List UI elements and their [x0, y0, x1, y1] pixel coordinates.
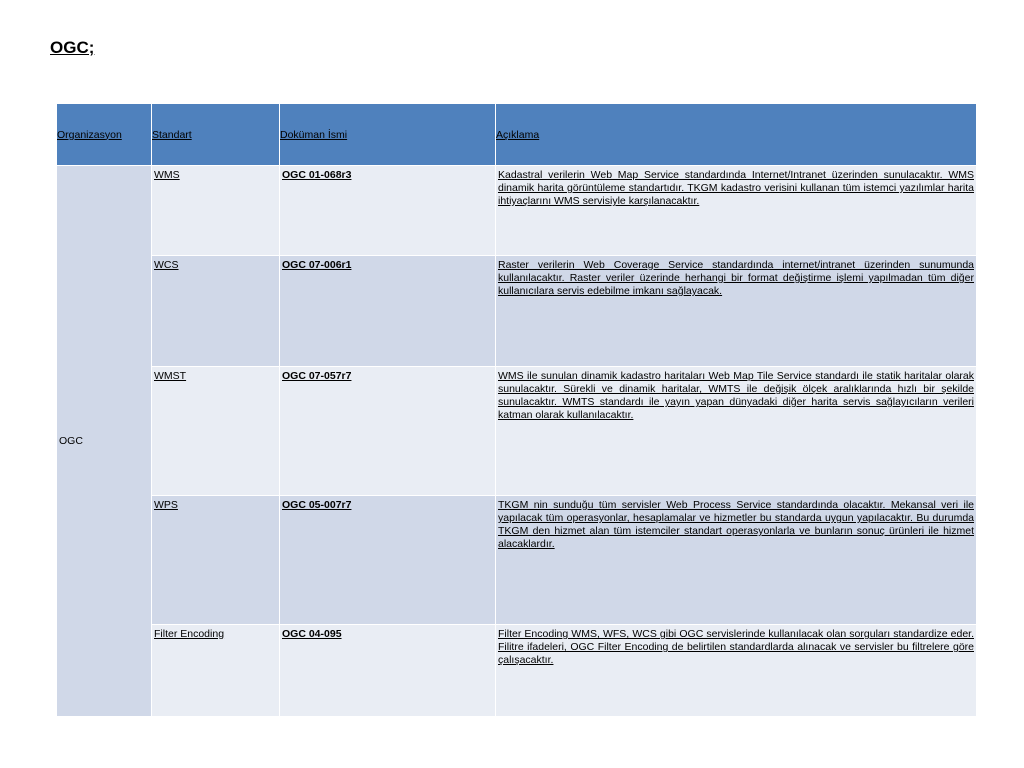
header-standard: Standart — [152, 104, 280, 166]
standard-cell: WMST — [152, 367, 280, 496]
description-cell: Kadastral verilerin Web Map Service standardında Internet/Intranet üzerinden sunulacaktır. WMS dinamik harita görüntüleme standartıdır. TKGM kadastro verisini kullanan tüm istemci yazılımlar harita ihtiyaçlarını WMS servisiyle karşılanacaktır. — [496, 166, 977, 256]
description-cell: Filter Encoding WMS, WFS, WCS gibi OGC servislerinde kullanılacak olan sorguları standardize eder. Filitre ifadeleri, OGC Filter Encoding de belirtilen standardlarda alınacak ve servisler bu filtrelere göre çalışacaktır. — [496, 625, 977, 717]
organization-label: OGC — [59, 435, 83, 447]
table-row — [57, 496, 977, 625]
header-description: Açıklama — [496, 104, 977, 166]
document-cell: OGC 07-006r1 — [280, 256, 496, 367]
standard-cell: WCS — [152, 256, 280, 367]
document-cell: OGC 01-068r3 — [280, 166, 496, 256]
standard-cell: WPS — [152, 496, 280, 625]
standard-cell: WMS — [152, 166, 280, 256]
table-row — [57, 166, 977, 256]
description-cell: Raster verilerin Web Coverage Service standardında internet/intranet üzerinden sunumunda kullanılacaktır. Raster veriler üzerinde herhangi bir format değiştirme işlemi yapılmadan tüm diğer kullanıcılara servis edebilme imkanı sağlayacak. — [496, 256, 977, 367]
description-cell: TKGM nin sunduğu tüm servisler Web Process Service standardında olacaktır. Mekansal veri ile yapılacak tüm operasyonlar, hesaplamalar ve hizmetler bu standarda uygun yapılacaktır. Bu durumda TKGM den hizmet alan tüm istemciler standart operasyonlarla ve bunların sonuç ürünleri ile hizmet alacaklardır. — [496, 496, 977, 625]
document-cell: OGC 05-007r7 — [280, 496, 496, 625]
document-cell: OGC 04-095 — [280, 625, 496, 717]
description-cell: WMS ile sunulan dinamik kadastro haritaları Web Map Tile Service standardı ile statik haritalar olarak sunulacaktır. Sürekli ve dinamik haritalar, WMTS ile değişik ölçek aralıklarında hızlı bir şekilde sunulacaktır. WMTS standardı ile yayın yapan dünyadaki diğer harita servis sağlayıcıların verileri katman olarak kullanılacaktır. — [496, 367, 977, 496]
standard-cell: Filter Encoding — [152, 625, 280, 717]
header-document: Doküman İsmi — [280, 104, 496, 166]
header-organization: Organizasyon — [57, 104, 152, 166]
document-cell: OGC 07-057r7 — [280, 367, 496, 496]
table-header-row — [57, 104, 977, 166]
organization-cell — [57, 166, 152, 717]
ogc-standards-table — [56, 103, 977, 717]
table-row — [57, 625, 977, 717]
table-row — [57, 367, 977, 496]
page-title: OGC; — [50, 38, 95, 57]
table-row — [57, 256, 977, 367]
